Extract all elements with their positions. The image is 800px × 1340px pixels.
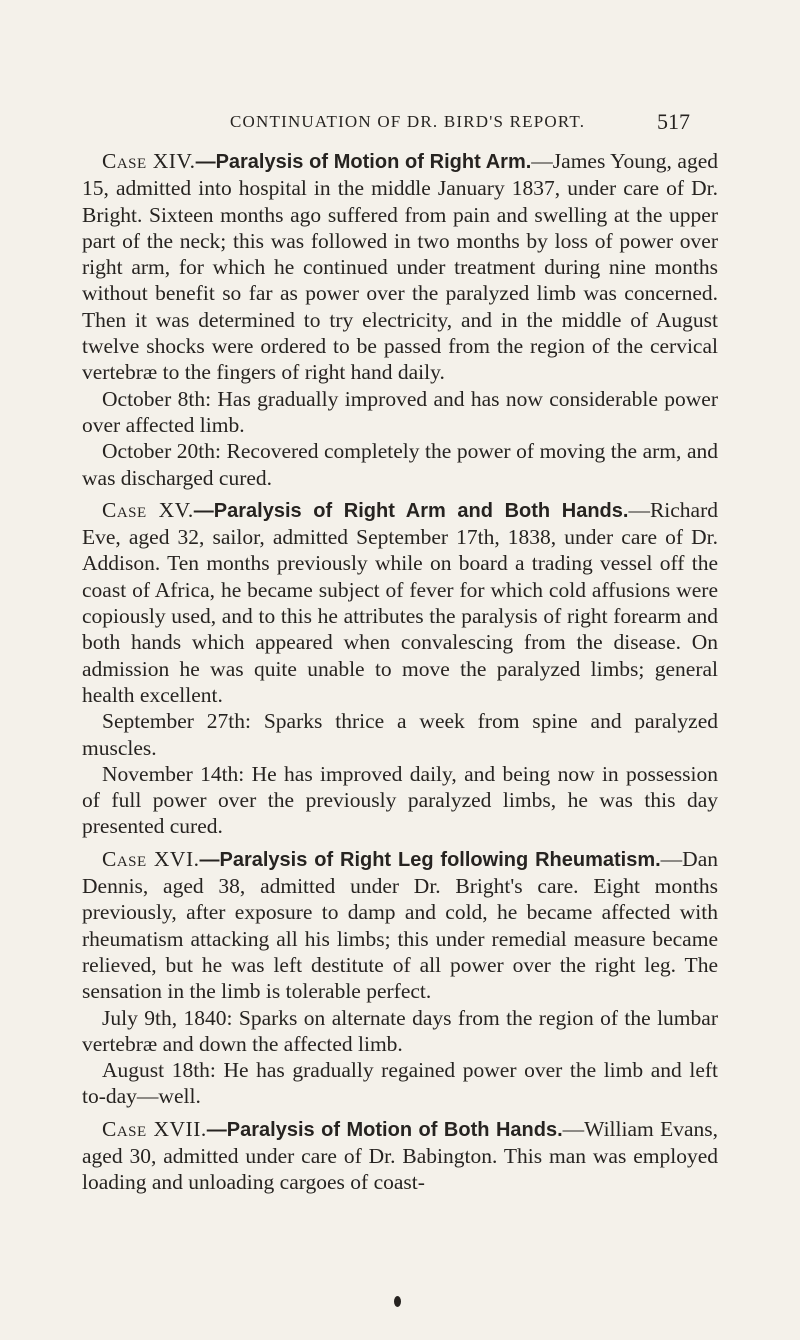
case-entry: November 14th: He has improved daily, and being now in possession of full power over the previously paralyzed limbs, he was this day presented cured. bbox=[82, 761, 718, 839]
case-title: —Paralysis of Right Arm and Both Hands. bbox=[193, 499, 629, 522]
case-title: —Paralysis of Right Leg following Rheumatism. bbox=[199, 848, 661, 871]
case-text: —William Evans, aged 30, admitted under care of Dr. Babington. This man was employed loading and unloading cargoes of coast- bbox=[82, 1116, 718, 1195]
case-paragraph bbox=[82, 148, 718, 386]
case-entry: September 27th: Sparks thrice a week from spine and paralyzed muscles. bbox=[82, 709, 718, 760]
case-paragraph bbox=[82, 846, 718, 1005]
page-header bbox=[120, 109, 690, 138]
case-label: Case XIV. bbox=[102, 149, 196, 173]
case-paragraph bbox=[82, 497, 718, 708]
bullet-mark bbox=[394, 1296, 401, 1307]
case-label: Case XV. bbox=[102, 497, 194, 522]
case-title: —Paralysis of Motion of Both Hands. bbox=[206, 1118, 563, 1141]
case-title: —Paralysis of Motion of Right Arm. bbox=[195, 151, 532, 173]
case-entry: October 8th: Has gradually improved and has now considerable power over affected limb. bbox=[82, 386, 718, 437]
page-number: 517 bbox=[657, 109, 690, 134]
case-entry: July 9th, 1840: Sparks on alternate days from the region of the lumbar vertebræ and down the affected limb. bbox=[82, 1005, 718, 1056]
running-head: CONTINUATION OF DR. BIRD'S REPORT. bbox=[230, 112, 586, 131]
case-entry: August 18th: He has gradually regained power over the limb and left to-day—well. bbox=[82, 1058, 718, 1109]
body-text bbox=[82, 148, 718, 1196]
case-label: Case XVI. bbox=[102, 846, 200, 871]
case-text: —Richard Eve, aged 32, sailor, admitted September 17th, 1838, under care of Dr. Addison. Ten months previously while on board a trading vessel off the coast of Africa, he became subject of fever for which cold affusions were copiously used, and to this he attributes the paralysis of right forearm and both hands which appeared when convalescing from the disease. On admission he was quite unable to move the paralyzed limbs; general health excellent. bbox=[82, 497, 719, 707]
case-label: Case XVII. bbox=[102, 1116, 207, 1141]
case-entry: October 20th: Recovered completely the power of moving the arm, and was discharged cured. bbox=[82, 439, 718, 490]
case-paragraph bbox=[82, 1116, 718, 1196]
case-text: —James Young, aged 15, admitted into hospital in the middle January 1837, under care of Dr. Bright. Sixteen months ago suffered from pain and swelling at the upper part of the neck; this was followed in two months by loss of power over right arm, for which he continued under treatment during nine months without benefit so far as power over the paralyzed limb was concerned. Then it was determined to try electricity, and in the middle of August twelve shocks were ordered to be passed from the region of the cervical vertebræ to the fingers of right hand daily. bbox=[82, 149, 718, 385]
case-text: —Dan Dennis, aged 38, admitted under Dr. Bright's care. Eight months previously, after exposure to damp and cold, he became affected with rheumatism attacking all his limbs; this under remedial measure became relieved, but he was left destitute of all power over the right leg. The sensation in the limb is tolerable perfect. bbox=[82, 846, 718, 1004]
